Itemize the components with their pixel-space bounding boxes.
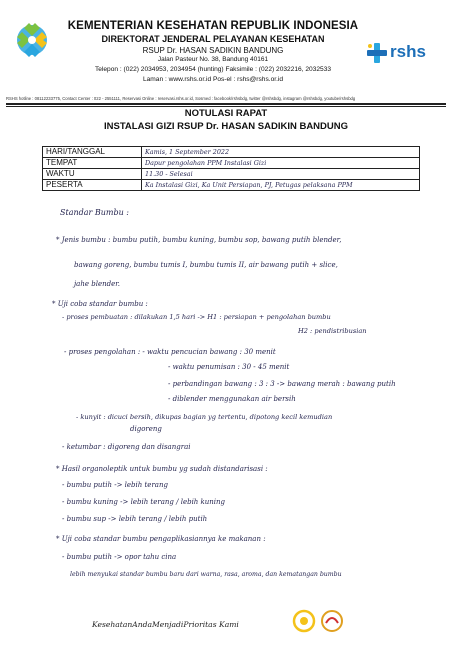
web-line: Laman : www.rshs.or.id Pos-el : rshs@rshs.or.id: [142, 76, 284, 83]
document-subtitle: INSTALASI GIZI RSUP Dr. HASAN SADIKIN BANDUNG: [103, 121, 349, 132]
note-line: - diblender menggunakan air bersih: [168, 395, 296, 403]
note-line: * Uji coba standar bumbu :: [52, 300, 148, 308]
document-title: NOTULASI RAPAT: [184, 108, 268, 119]
table-row: [43, 169, 420, 180]
info-label: TEMPAT: [43, 158, 142, 169]
info-value: Ka Instalasi Gizi, Ka Unit Persiapan, PJ, Petugas pelaksana PPM: [142, 180, 420, 191]
hospital-name: RSUP Dr. HASAN SADIKIN BANDUNG: [142, 46, 284, 55]
info-label: PESERTA: [43, 180, 142, 191]
note-line: - bumbu putih -> opor tahu cina: [62, 553, 177, 561]
info-value: Dapur pengolahan PPM Instalasi Gizi: [142, 158, 420, 169]
note-line: - waktu penumisan : 30 - 45 menit: [168, 363, 290, 371]
table-row: [43, 147, 420, 158]
note-line: jahe blender.: [74, 280, 121, 288]
note-line: - bumbu putih -> lebih terang: [62, 481, 168, 489]
note-line: lebih menyukai standar bumbu baru dari warna, rasa, aroma, dan kematangan bumbu: [70, 571, 342, 578]
note-line: H2 : pendistribusian: [298, 327, 367, 335]
hotline-line: RSHS hotline : 08112233775, Contact Center : 022 - 2551111, Reservasi Online : reservasi.rshs.or.id, Sosmed : facebook/rshsbdg, twitter @rshsbdg, instagram @rshsbdg, youtube/rshsbdg: [6, 96, 356, 101]
info-label: WAKTU: [43, 169, 142, 180]
rshs-logo: [366, 40, 440, 66]
note-line: Standar Bumbu :: [60, 208, 130, 217]
meeting-info-table: [42, 146, 420, 191]
phone-line: Telepon : (022) 2034953, 2034954 (hunting) Faksimile : (022) 2032216, 2032533: [94, 66, 332, 73]
rshs-cross-icon: [366, 42, 388, 64]
table-row: [43, 180, 420, 191]
note-line: - ketumbar : digoreng dan disangrai: [62, 443, 191, 451]
note-line: * Uji coba standar bumbu pengaplikasiannya ke makanan :: [56, 535, 266, 543]
ministry-name: KEMENTERIAN KESEHATAN REPUBLIK INDONESIA: [67, 20, 359, 32]
note-line: - proses pengolahan : - waktu pencucian bawang : 30 menit: [64, 348, 276, 356]
note-line: bawang goreng, bumbu tumis I, bumbu tumis II, air bawang putih + slice,: [74, 261, 338, 269]
note-line: - proses pembuatan : dilakukan 1,5 hari -> H1 : persiapan + pengolahan bumbu: [62, 313, 331, 321]
info-value: Kamis, 1 September 2022: [142, 147, 420, 158]
note-line: * Jenis bumbu : bumbu putih, bumbu kuning, bumbu sop, bawang putih blender,: [56, 236, 342, 244]
rshs-logo-text: rshs: [390, 42, 426, 61]
header-rule-thin: [6, 106, 446, 107]
note-line: - kunyit : dicuci bersih, dikupas bagian yg tertentu, dipotong kecil kemudian: [76, 413, 333, 421]
note-line: - perbandingan bawang : 3 : 3 -> bawang merah : bawang putih: [168, 380, 396, 388]
info-value: 11.30 - Selesai: [142, 169, 420, 180]
ministry-logo: [8, 16, 56, 64]
note-line: * Hasil organoleptik untuk bumbu yg sudah distandarisasi :: [56, 465, 268, 473]
footer-logos: [292, 608, 348, 634]
note-line: digoreng: [130, 425, 162, 433]
footer-slogan: KesehatanAndaMenjadiPrioritas Kami: [92, 620, 239, 629]
address: Jalan Pasteur No. 38, Bandung 40161: [157, 56, 269, 63]
table-row: [43, 158, 420, 169]
info-label: HARI/TANGGAL: [43, 147, 142, 158]
note-line: - bumbu sup -> lebih terang / lebih putih: [62, 515, 208, 523]
directorate-name: DIREKTORAT JENDERAL PELAYANAN KESEHATAN: [101, 34, 325, 44]
note-line: - bumbu kuning -> lebih terang / lebih kuning: [62, 498, 226, 506]
header-rule-thick: [6, 103, 446, 105]
